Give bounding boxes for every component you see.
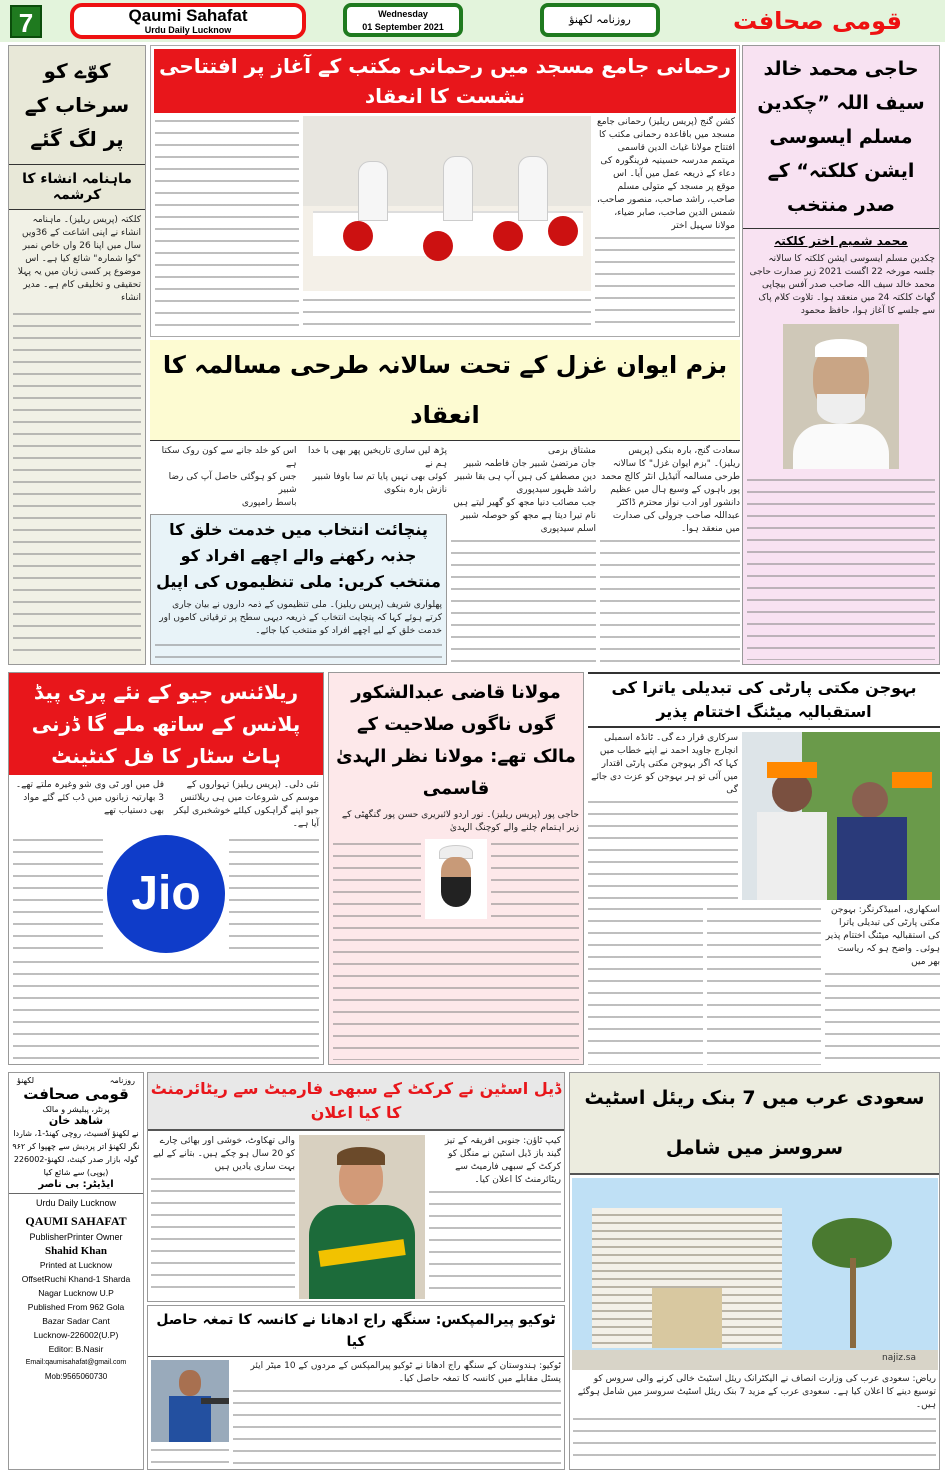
- imprint-line: Urdu Daily Lucknow: [35, 1198, 117, 1208]
- day: Wednesday: [378, 9, 428, 19]
- mushaira-lead: [600, 445, 740, 665]
- bahujan-story: [588, 672, 940, 1065]
- left-story-lead: کلکتہ (پریس ریلیز)۔ ماہنامہ انشاء نے اپنی اشاعت کے 36ویں سال میں اپنا 26 واں خاص نمبر "کوا شمارہ" شائع کیا ہے۔ اس موضوع پر کسی زبان میں یہ پہلا تحقیقی و تخلیقی کام ہے۔ مدیر انشاء: [17, 215, 141, 303]
- main-story-body-bottom: [303, 295, 591, 332]
- main-story: [150, 45, 740, 337]
- imprint-line: Nagar Lucknow U.P: [38, 1288, 114, 1298]
- bahujan-lead: اسکھاری، امبیڈکرنگر: بہوجن مکتی پارٹی کی تبدیلی یاترا کی استقبالیہ میٹنگ اختتام پذیر ہوئی۔ واضح ہو کہ ریاست بھر میں: [825, 905, 940, 967]
- jio-story: [8, 672, 324, 1065]
- jio-lead: نئی دلی۔ (پریس ریلیز) تہواروں کے موسم کی شروعات میں ہی ریلائنس جیو اپنے گراہکوں کیلئے خوشخبری لیکر آیا ہے۔: [173, 780, 319, 829]
- right-story-byline: محمد شمیم اختر کلکتہ: [774, 234, 908, 248]
- urdu-logo: قومی صحافت: [733, 7, 902, 35]
- verse: اسلم سیدپوری: [540, 524, 596, 534]
- verse: راشد ظہور سیدپوری: [516, 485, 596, 495]
- panchayat-story: [150, 514, 447, 665]
- mushaira-story: [150, 340, 740, 665]
- mushaira-verses-2: [150, 445, 447, 510]
- verse: نام تیرا دیتا ہے مجھ کو حوصلہ شبیر: [460, 511, 596, 521]
- bahujan-body: [588, 904, 703, 1065]
- imprint-role-urdu: پرنٹر، پبلیشر و مالک: [42, 1105, 110, 1114]
- verse: دین مصطفےٰ کی ہیں آپ ہی بقا شبیر: [454, 472, 596, 482]
- imprint-line: PublisherPrinter Owner: [29, 1232, 123, 1242]
- saudi-lead: ریاض: سعودی عرب کی وزارت انصاف نے الیکٹرانک ریئل اسٹیٹ خالی کرنے والی سروس کو توسیع دینے کا اعلان کیا ہے۔ سعودی عرب کے مزید 7 بنک ریئل اسٹیٹ سروسز میں شامل ہوگئے ہیں۔: [577, 1374, 936, 1410]
- maulana-headline: مولانا قاضی عبدالشکور گوں ناگوں صلاحیت کے مالک تھے: مولانا نظر الہدیٰ قاسمی: [336, 682, 576, 799]
- imprint-line: QAUMI SAHAFAT: [25, 1214, 127, 1228]
- maulana-body: [491, 839, 579, 919]
- left-story-body: [13, 309, 141, 660]
- main-story-lead: [595, 116, 735, 332]
- tokyo-body: [233, 1386, 561, 1466]
- steyn-lead-2: والی تھکاوٹ، خوشی اور بھائی چارے کو 20 سال ہو چکے ہیں۔ بتانے کے لیے بہت ساری یادیں ہیں: [153, 1136, 295, 1172]
- imprint-line: Shahid Khan: [44, 1245, 108, 1257]
- jio-headline: ریلائنس جیو کے نئے پری پیڈ پلانس کے ساتھ ملے گا ڈزنی ہاٹ سٹار کا فل کنٹینٹ: [9, 673, 323, 775]
- jio-logo: Jio: [107, 835, 225, 953]
- right-story: [742, 45, 940, 665]
- steyn-photo: [299, 1135, 425, 1299]
- imprint-editor-urdu: ایڈیٹر: بی ناصر: [9, 1179, 143, 1194]
- maulana-body: [333, 839, 421, 919]
- jio-body: [13, 957, 319, 1060]
- imprint-title-urdu: قومی صحافت: [23, 1085, 129, 1103]
- main-story-headline: رحمانی جامع مسجد میں رحمانی مکتب کے آغاز پر افتتاحی نشست کا انعقاد: [154, 49, 736, 113]
- masthead-subtitle: Urdu Daily Lucknow: [144, 25, 232, 35]
- jio-body: [13, 835, 103, 953]
- masthead-box: [70, 3, 306, 39]
- right-story-photo: [783, 324, 899, 469]
- saudi-photo: [572, 1178, 938, 1370]
- steyn-body: [151, 1174, 295, 1298]
- saudi-body: [573, 1414, 936, 1466]
- imprint-line: Lucknow-226002(U.P): [33, 1330, 119, 1340]
- imprint-line: Printed at Lucknow: [39, 1260, 113, 1270]
- tokyo-headline: ٹوکیو پیرالمپکس: سنگھ راج ادھانا نے کانسہ کا تمغہ حاصل کیا: [148, 1306, 564, 1357]
- imprint-owner-urdu: شاھد خان: [48, 1114, 104, 1127]
- maulana-story: [328, 672, 584, 1065]
- panchayat-body: [155, 640, 442, 660]
- date: 01 September 2021: [362, 22, 444, 32]
- main-story-lead-text: کشن گنج (پریس ریلیز) رحمانی جامع مسجد میں باقاعدہ رحمانی مکتب کا افتتاح مولانا غیاث الدین قاسمی مہتمم مدرسہ حسینیہ فرینگورہ کی دعاء کے ذریعہ عمل میں آیا۔ اس موقع پر مسجد کے متولی مسلم صاحب، راشد صاحب، منصور صاحب، شمس الدین صاحب، صابر ضیاء، مولانا سہیل اختر: [596, 117, 735, 231]
- imprint-line: OffsetRuchi Khand-1 Sharda: [21, 1274, 131, 1284]
- verse: نازش بارہ بنکوی: [383, 485, 447, 495]
- imprint-line: Bazar Sadar Cant: [42, 1316, 110, 1326]
- bahujan-body: [588, 797, 738, 904]
- tokyo-story: [147, 1305, 565, 1470]
- verse: مشتاق بزمی: [548, 446, 596, 456]
- imprint-mobile: Mob:9565060730: [44, 1372, 108, 1381]
- page-number: 7: [10, 5, 42, 38]
- verse: پڑھ لیں ساری تاریخیں پھر بھی با خدا ہم نے: [307, 446, 447, 469]
- left-story-subhead: ماہنامہ انشاء کا کرشمہ: [9, 165, 145, 210]
- steyn-headline: ڈیل اسٹین نے کرکٹ کے سبھی فارمیٹ سے ریٹائرمنٹ کا کیا اعلان: [148, 1073, 564, 1131]
- bahujan-body: [707, 904, 822, 1065]
- mushaira-verses-1: [451, 445, 596, 665]
- steyn-lead: [429, 1135, 561, 1298]
- tokyo-photo: [151, 1360, 229, 1442]
- right-story-body: [747, 475, 935, 660]
- right-story-lead: چکدین مسلم ایسوسی ایشن کلکتہ کا سالانہ جلسہ مورخہ 22 اگست 2021 زیر صدارت حاجی محمد خالد سیف اللہ صاحب صدر آفس بیچاپی گھاٹ کلکتہ 24 میں منعقد ہوا۔ تلاوت کلام پاک سے جلسے کا آغاز ہوا، حافظ محمود: [749, 254, 935, 316]
- main-story-photo: [303, 116, 591, 291]
- masthead-title: Qaumi Sahafat: [128, 6, 248, 25]
- imprint-box: [8, 1072, 144, 1470]
- saudi-photo-sign: najiz.sa: [882, 1353, 917, 1363]
- verse: باسط رامپوری: [241, 498, 297, 508]
- date-box: [343, 3, 463, 37]
- verse: جس کو ہوگئی حاصل آپ کی رضا شبیر: [168, 472, 297, 495]
- imprint-city: لکھنؤ: [17, 1076, 35, 1085]
- bahujan-photo: [742, 732, 940, 900]
- tokyo-lead: ٹوکیو: ہندوستان کے سنگھ راج ادھانا نے ٹوکیو پیرالمپکس کے مردوں کے 10 میٹر ایئر پسٹل مقابلے میں کانسہ کا تمغہ حاصل کیا۔: [250, 1361, 561, 1384]
- maulana-body: [333, 923, 579, 1060]
- panchayat-lead: پھلواری شریف (پریس ریلیز)۔ ملی تنظیموں کے ذمہ داروں نے بیان جاری کرتے ہوئے کہا کہ پنچایت انتخاب کے ذریعہ دیہی سطح پر ترقیاتی کاموں اور خدمت خلق کے لیے اچھے افراد کو منتخب کیا جائے۔: [159, 600, 442, 636]
- mushaira-lead-text: سعادت گنج، بارہ بنکی (پریس ریلیز)۔ "بزم ایوان غزل" کا سالانہ طرحی مسالمہ آئیڈیل انٹر کالج محمد پور باہوں کے وسیع ہال میں عظیم دانشور اور ادب نواز محترم ڈاکٹر عبداللہ صاحب جرولی کی صدارت میں منعقد ہوا۔: [601, 446, 740, 534]
- panchayat-headline: پنچائت انتخاب میں خدمت خلق کا جذبہ رکھنے والے اچھے افراد کو منتخب کریں: ملی تنظیموں کی اپیل: [156, 520, 441, 591]
- verse: اس کو خلد جانے سے کون روک سکتا ہے: [161, 446, 297, 469]
- mushaira-headline: بزم ایوان غزل کے تحت سالانہ طرحی مسالمہ کا انعقاد: [150, 340, 740, 441]
- tokyo-body: [151, 1445, 229, 1466]
- imprint-address-urdu: نے لکھنؤ آفسیٹ، روچی کھنڈ-1، شاردا نگر لکھنؤ اتر پردیش سے چھپوا کر ۹۶۲ گولہ بازار صدر کینٹ، لکھنؤ-226002 (یوپی) سے شائع کیا: [12, 1129, 140, 1177]
- verse: جب مصائب دنیا مجھ کو گھیر لیتے ہیں: [453, 498, 596, 508]
- page-header: [0, 0, 945, 42]
- steyn-story: [147, 1072, 565, 1302]
- saudi-headline: سعودی عرب میں 7 بنک ریئل اسٹیٹ سروسز میں شامل: [570, 1073, 939, 1175]
- imprint-roznama-row: [9, 1073, 143, 1085]
- bahujan-lead-2: سرکاری قرار دے گی۔ ٹانڈہ اسمبلی انچارج جاوید احمد نے اپنے خطاب میں کہا کہ اگر بہوجن مکتی پارٹی اقتدار میں آئی تو ہر بہوجن کو عزت دی جائے گی: [591, 733, 738, 795]
- roznama-box: روزنامہ لکھنؤ: [540, 3, 660, 37]
- imprint-line: Editor: B.Nasir: [48, 1344, 104, 1354]
- steyn-lead-text: کیپ ٹاؤن: جنوبی افریقہ کے تیز گیند باز ڈیل اسٹین نے منگل کو کرکٹ کے سبھی فارمیٹ سے ریٹائرمنٹ کا اعلان کیا۔: [444, 1136, 561, 1185]
- jio-body: [229, 835, 319, 953]
- maulana-photo: [425, 839, 487, 919]
- verse: کوئی بھی نہیں پایا تم سا باوفا شبیر: [312, 472, 447, 482]
- bahujan-body: [825, 969, 940, 1065]
- imprint-roznama: روزنامہ: [109, 1076, 135, 1085]
- left-story-headline: کوّے کو سرخاب کے پر لگ گئے: [9, 46, 145, 165]
- bahujan-headline: بہوجن مکتی پارٹی کی تبدیلی یاترا کی استقبالیہ میٹنگ اختتام پذیر: [588, 672, 940, 728]
- jio-lead-2: فل میں اور ٹی وی شو وغیرہ ملتے تھے۔ 3 بھارتیہ زبانوں میں ڈب کئے گئے مواد بھی دستیاب تھے: [15, 780, 164, 816]
- maulana-lead: حاجی پور (پریس ریلیز)۔ نور اردو لائبریری حسن پور گنگھٹی کے زیر اہتمام چلنے والے کوچنگ الہدیٰ: [341, 810, 579, 833]
- right-story-headline: حاجی محمد خالد سیف اللہ ”چکدین مسلم ایسوسی ایشن کلکتہ“ کے صدر منتخب: [743, 46, 939, 229]
- main-story-body-left: [155, 116, 299, 332]
- imprint-email: Email:qaumisahafat@gmail.com: [25, 1359, 127, 1366]
- verse: جان مرتضیٰ شبیر جان فاطمہ شبیر: [463, 459, 596, 469]
- imprint-line: Published From 962 Gola: [27, 1302, 125, 1312]
- saudi-story: [569, 1072, 940, 1470]
- left-story: [8, 45, 146, 665]
